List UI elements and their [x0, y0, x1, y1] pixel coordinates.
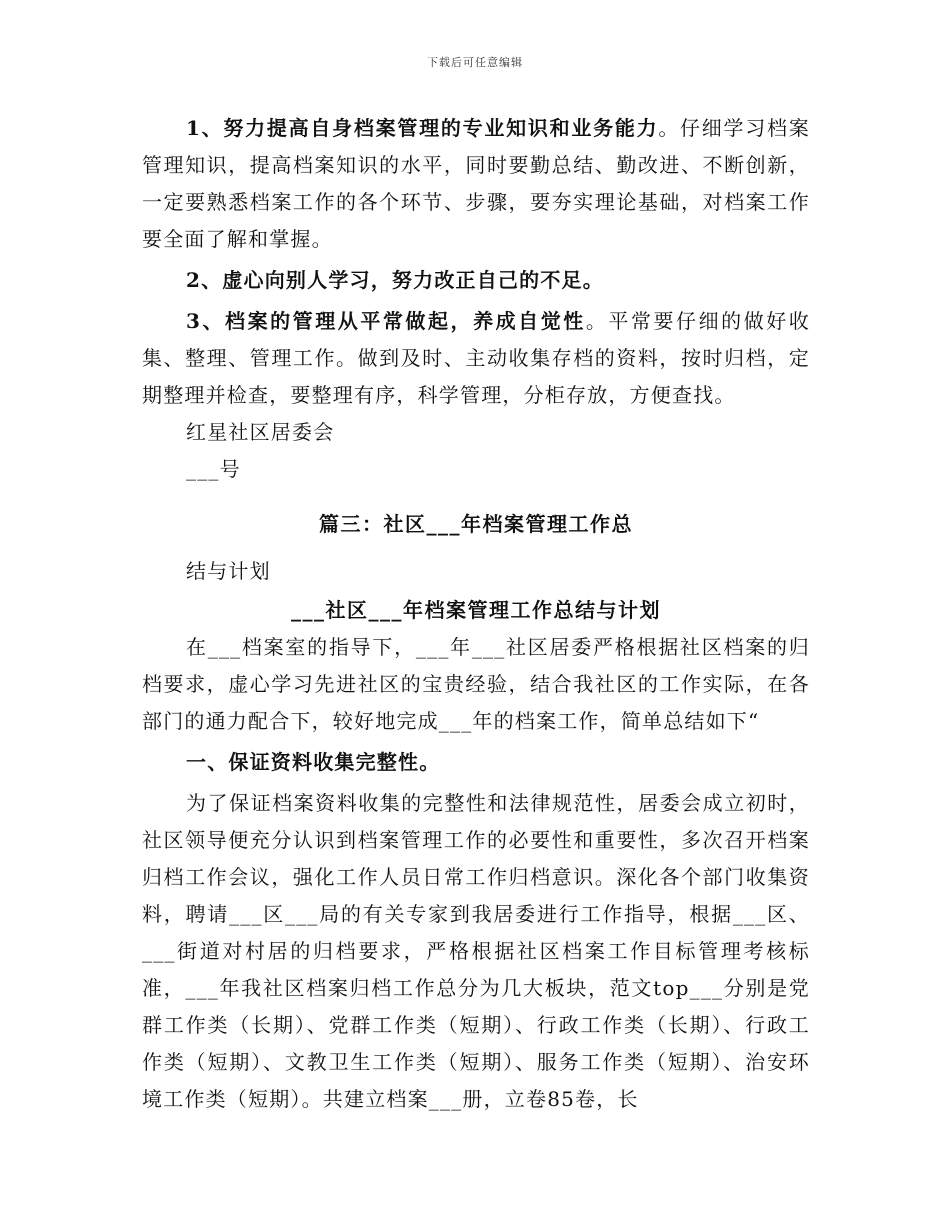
intro-paragraph: 在___档案室的指导下，___年___社区居委严格根据社区档案的归档要求，虚心学习先进社区的宝贵经验，结合我社区的工作实际，在各部门的通力配合下，较好地完成___年的档案工作，简单总结如下“: [142, 635, 810, 733]
item-lead: 2、虚心向别人学习，努力改正自己的不足。: [186, 268, 604, 292]
list-item: [142, 262, 810, 299]
page-header: 下载后可任意编辑: [427, 56, 523, 69]
list-item: [142, 303, 810, 414]
item-text: 。仔细学习档案管理知识，提高档案知识的水平，同时要勤总结、勤改进、不断创新，一定要熟悉档案工作的各个环节、步骤，要夯实理论基础，对档案工作要全面了解和掌握。: [142, 116, 810, 251]
section-heading: 一、保证资料收集完整性。: [186, 750, 441, 774]
body-paragraph: 为了保证档案资料收集的完整性和法律规范性，居委会成立初时，社区领导便充分认识到档案管理工作的必要性和重要性，多次召开档案归档工作会议，强化工作人员日常工作归档意识。深化各个部门收集资料，聘请___区___局的有关专家到我居委进行工作指导，根据___区、___街道对村居的归档要求，严格根据社区档案工作目标管理考核标准，___年我社区档案归档工作总分为几大板块，范文top___分别是党群工作类（长期）、党群工作类（短期）、行政工作类（长期）、行政工作类（短期）、文教卫生工作类（短期）、服务工作类（短期）、治安环境工作类（短期）。共建立档案___册，立卷85卷，长: [142, 791, 810, 1111]
item-lead: 3、档案的管理从平常做起，养成自觉性: [186, 309, 586, 333]
section-title: 篇三：社区___年档案管理工作总: [319, 512, 633, 536]
signature-date: ___号: [186, 457, 241, 481]
document-body: [142, 110, 810, 1118]
item-lead: 1、努力提高自身档案管理的专业知识和业务能力: [186, 116, 659, 140]
section-title-continued: 结与计划: [186, 559, 271, 583]
signature-org: 红星社区居委会: [186, 420, 335, 444]
item-text: 。平常要仔细的做好收集、整理、管理工作。做到及时、主动收集存档的资料，按时归档，定期整理并检查，要整理有序，科学管理，分柜存放，方便查找。: [142, 309, 810, 407]
document-title: ___社区___年档案管理工作总结与计划: [291, 598, 661, 622]
list-item: [142, 110, 810, 258]
